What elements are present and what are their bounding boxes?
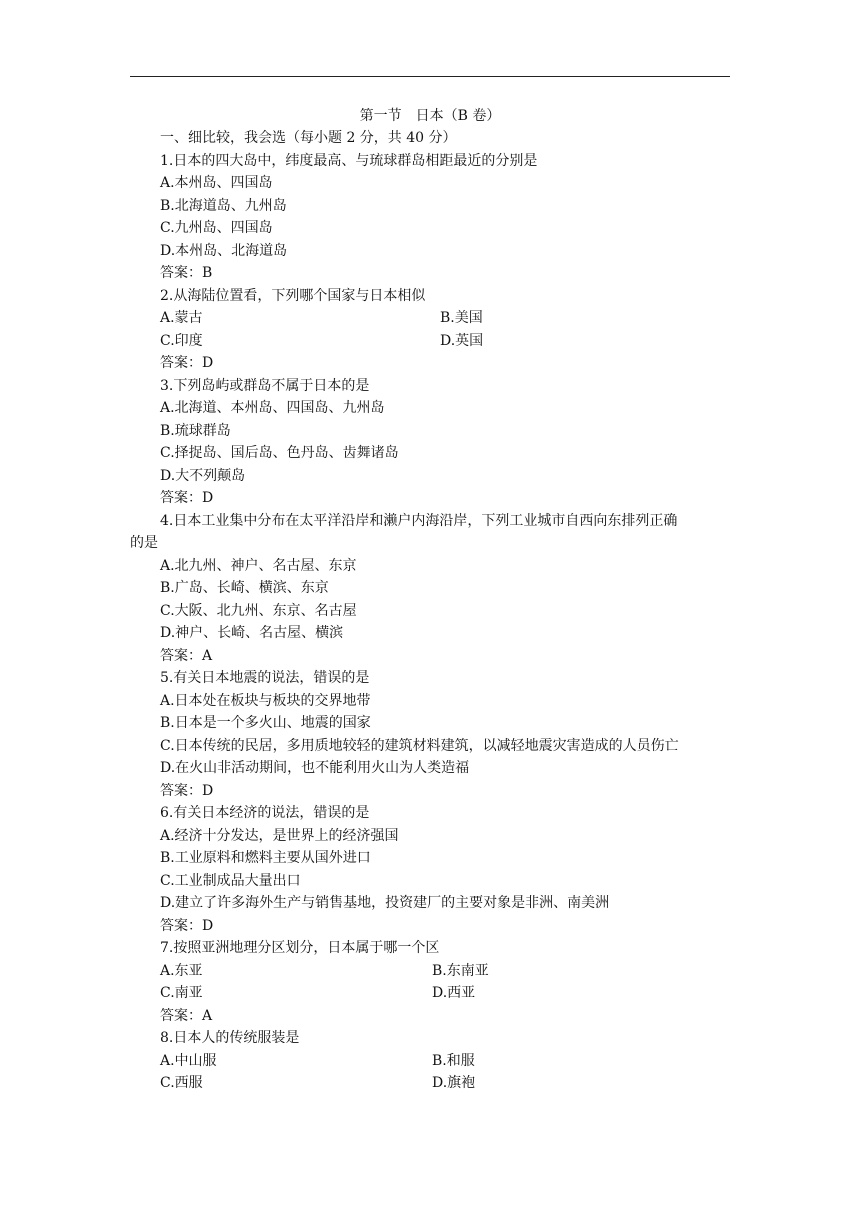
question-1-stem: 1.日本的四大岛中，纬度最高、与琉球群岛相距最近的分别是 [160, 153, 538, 169]
question-2-option-d: D.英国 [440, 333, 484, 349]
question-8-option-a: A.中山服 [160, 1053, 217, 1069]
question-5-stem: 5.有关日本地震的说法，错误的是 [160, 670, 370, 686]
question-4-option-c: C.大阪、北九州、东京、名古屋 [160, 603, 357, 619]
question-2-option-b: B.美国 [440, 310, 483, 326]
question-7-option-a: A.东亚 [160, 963, 203, 979]
question-6-answer: 答案：D [160, 918, 214, 934]
question-1-option-b: B.北海道岛、九州岛 [160, 198, 287, 214]
question-8-option-c: C.西服 [160, 1075, 203, 1091]
question-4-stem-continued: 的是 [130, 535, 158, 551]
question-8-stem: 8.日本人的传统服装是 [160, 1030, 300, 1046]
question-4-answer: 答案：A [160, 648, 213, 664]
question-1-option-d: D.本州岛、北海道岛 [160, 243, 288, 259]
question-4-option-a: A.北九州、神户、名古屋、东京 [160, 558, 357, 574]
question-3-option-b: B.琉球群岛 [160, 423, 231, 439]
question-2-option-a: A.蒙古 [160, 310, 203, 326]
question-8-option-d: D.旗袍 [432, 1075, 476, 1091]
question-3-option-a: A.北海道、本州岛、四国岛、九州岛 [160, 400, 385, 416]
question-3-option-d: D.大不列颠岛 [160, 468, 246, 484]
question-5-option-d: D.在火山非活动期间，也不能利用火山为人类造福 [160, 760, 470, 776]
question-3-answer: 答案：D [160, 490, 214, 506]
question-1-option-a: A.本州岛、四国岛 [160, 175, 273, 191]
question-5-answer: 答案：D [160, 783, 214, 799]
question-4-stem: 4.日本工业集中分布在太平洋沿岸和濑户内海沿岸，下列工业城市自西向东排列正确 [160, 513, 678, 529]
question-4-option-d: D.神户、长崎、名古屋、横滨 [160, 625, 344, 641]
question-1-answer: 答案：B [160, 265, 213, 281]
question-1-option-c: C.九州岛、四国岛 [160, 220, 273, 236]
question-2-stem: 2.从海陆位置看，下列哪个国家与日本相似 [160, 288, 426, 304]
question-5-option-b: B.日本是一个多火山、地震的国家 [160, 715, 371, 731]
question-4-option-b: B.广岛、长崎、横滨、东京 [160, 580, 329, 596]
question-6-option-d: D.建立了许多海外生产与销售基地，投资建厂的主要对象是非洲、南美洲 [160, 895, 610, 911]
question-6-option-a: A.经济十分发达，是世界上的经济强国 [160, 828, 399, 844]
question-8-option-b: B.和服 [432, 1053, 475, 1069]
page-title: 第一节 日本（B 卷） [359, 108, 501, 124]
question-3-option-c: C.择捉岛、国后岛、色丹岛、齿舞诸岛 [160, 445, 399, 461]
question-6-option-c: C.工业制成品大量出口 [160, 873, 301, 889]
question-7-option-d: D.西亚 [432, 985, 476, 1001]
question-7-option-b: B.东南亚 [432, 963, 489, 979]
question-6-option-b: B.工业原料和燃料主要从国外进口 [160, 850, 371, 866]
question-5-option-c: C.日本传统的民居，多用质地较轻的建筑材料建筑，以减轻地震灾害造成的人员伤亡 [160, 738, 679, 754]
question-3-stem: 3.下列岛屿或群岛不属于日本的是 [160, 378, 370, 394]
question-2-option-c: C.印度 [160, 333, 203, 349]
question-7-answer: 答案：A [160, 1008, 213, 1024]
header-rule [130, 76, 730, 77]
section-heading: 一、细比较，我会选（每小题 2 分，共 40 分） [160, 130, 457, 146]
question-5-option-a: A.日本处在板块与板块的交界地带 [160, 693, 371, 709]
question-7-option-c: C.南亚 [160, 985, 203, 1001]
question-2-answer: 答案：D [160, 355, 214, 371]
question-6-stem: 6.有关日本经济的说法，错误的是 [160, 805, 370, 821]
question-7-stem: 7.按照亚洲地理分区划分，日本属于哪一个区 [160, 940, 440, 956]
